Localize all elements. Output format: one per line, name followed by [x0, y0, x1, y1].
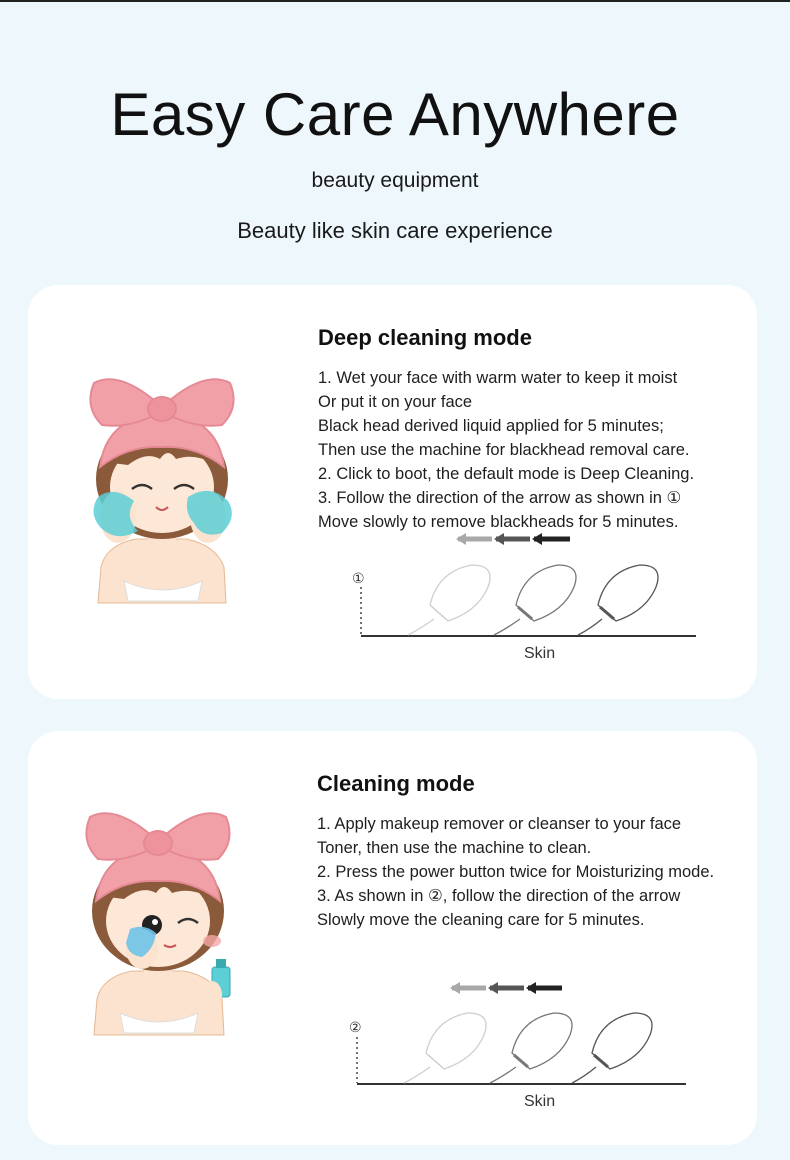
instruction-line: 3. Follow the direction of the arrow as shown in ① [318, 489, 682, 507]
device-dark-icon [572, 1013, 652, 1083]
instruction-line: Move slowly to remove blackheads for 5 minutes. [318, 513, 679, 531]
instruction-line: Black head derived liquid applied for 5 minutes; [318, 417, 664, 435]
deep-cleaning-heading: Deep cleaning mode [318, 325, 532, 350]
girl-with-toner-illustration [72, 799, 252, 1039]
skin-label: Skin [524, 1093, 556, 1110]
instruction-line: 2. Press the power button twice for Moisturizing mode. [317, 863, 715, 881]
cleaning-card [28, 731, 757, 1145]
device-ghost-icon [408, 565, 490, 635]
instruction-line: 2. Click to boot, the default mode is Deep Cleaning. [318, 465, 695, 483]
device-mid-icon [494, 565, 576, 635]
instruction-line: Toner, then use the machine to clean. [317, 839, 592, 857]
deep-cleaning-instructions [318, 366, 694, 534]
device-ghost-icon [404, 1013, 486, 1083]
instruction-line: Slowly move the cleaning care for 5 minutes. [317, 911, 645, 929]
cleaning-direction-diagram [340, 971, 700, 1091]
device-dark-icon [578, 565, 658, 635]
direction-arrows [450, 982, 562, 994]
direction-arrows [456, 533, 570, 545]
cleaning-instructions [317, 812, 714, 932]
instruction-line: 1. Wet your face with warm water to keep it moist [318, 369, 678, 387]
page-title: Easy Care Anywhere [110, 81, 680, 148]
device-mid-icon [490, 1013, 572, 1083]
instruction-line: Or put it on your face [318, 393, 473, 411]
page-tagline: Beauty like skin care experience [237, 218, 553, 243]
step-marker: ① [352, 570, 365, 586]
girl-washing-face-illustration [76, 367, 246, 607]
page-subtitle: beauty equipment [311, 169, 479, 192]
skin-label: Skin [524, 645, 556, 662]
instruction-line: Then use the machine for blackhead removal care. [318, 441, 690, 459]
instruction-line: 3. As shown in ②, follow the direction of the arrow [317, 887, 681, 905]
cleaning-heading: Cleaning mode [317, 771, 475, 796]
deep-cleaning-card [28, 285, 757, 699]
instruction-line: 1. Apply makeup remover or cleanser to your face [317, 815, 682, 833]
deep-cleaning-direction-diagram [348, 525, 708, 645]
step-marker: ② [349, 1019, 362, 1035]
